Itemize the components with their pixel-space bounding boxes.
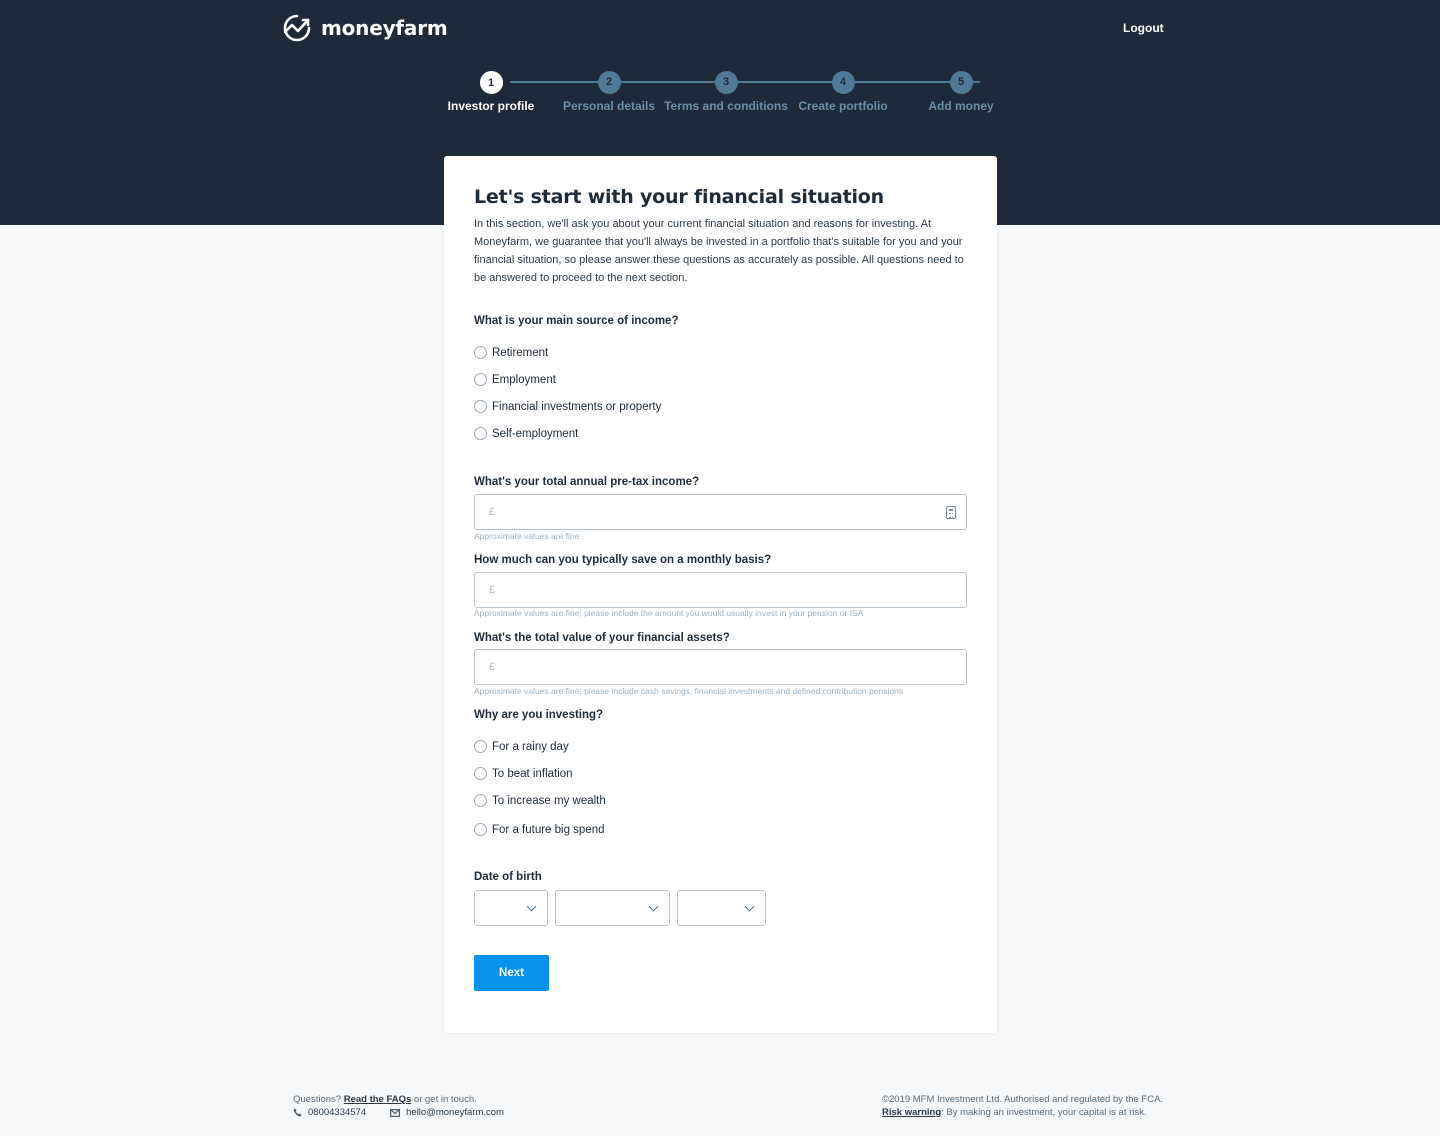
email-address: hello@moneyfarm.com [406, 1107, 504, 1118]
radio-financial-investments[interactable] [474, 400, 661, 413]
radio-circle[interactable] [474, 427, 487, 440]
financial-assets-hint: Approximate values are fine; please include cash savings, financial investments and defined contribution pensions [474, 686, 904, 696]
page-title: Let's start with your financial situation [474, 186, 884, 208]
radio-beat-inflation[interactable] [474, 767, 573, 780]
next-button[interactable]: Next [474, 955, 549, 991]
step-number: 1 [480, 71, 503, 94]
chevron-down-icon [745, 902, 755, 912]
radio-label: To beat inflation [492, 767, 573, 780]
step-label: Create portfolio [798, 99, 888, 113]
phone-icon [293, 1108, 302, 1117]
copyright-text: ©2019 MFM Investment Ltd. Authorised and regulated by the FCA. [882, 1094, 1164, 1105]
radio-label: To increase my wealth [492, 794, 606, 807]
step-number: 5 [950, 71, 973, 94]
radio-label: Financial investments or property [492, 400, 662, 413]
intro-text: In this section, we'll ask you about your current financial situation and reasons for investing. At Moneyfarm, we guarantee that you'll always be invested in a portfolio that's suitable for you and your financial situation, so please answer these questions as accurately as possible. All questions need to be answered to proceed to the next section. [474, 218, 964, 284]
annual-income-hint: Approximate values are fine [474, 531, 580, 541]
brand-logo[interactable] [281, 13, 448, 43]
faq-link[interactable]: Read the FAQs [343, 1094, 412, 1105]
dob-year-select[interactable] [677, 890, 766, 926]
step-label: Investor profile [447, 99, 535, 113]
currency-placeholder: £ [489, 506, 496, 518]
monthly-saving-hint: Approximate values are fine; please include the amount you would usually invest in your pension or ISA [474, 608, 864, 618]
progress-stepper [440, 71, 1020, 121]
email-contact[interactable] [390, 1106, 504, 1119]
step-number: 4 [832, 71, 855, 94]
radio-circle[interactable] [474, 740, 487, 753]
risk-warning-text: : By making an investment, your capital is at risk. [941, 1107, 1147, 1118]
financial-situation-card [444, 156, 997, 1033]
financial-assets-question: What's the total value of your financial assets? [474, 632, 730, 644]
step-label: Personal details [562, 99, 656, 113]
step-number: 2 [598, 71, 621, 94]
step-number: 3 [715, 71, 738, 94]
calculator-icon[interactable] [946, 506, 956, 519]
radio-label: Employment [492, 373, 556, 386]
monthly-saving-input[interactable] [474, 572, 967, 608]
radio-self-employment[interactable] [474, 427, 578, 440]
footer-contact [293, 1093, 504, 1119]
monthly-saving-question: How much can you typically save on a monthly basis? [474, 554, 772, 566]
currency-placeholder: £ [489, 584, 496, 596]
step-label: Add money [928, 99, 994, 113]
footer-legal [882, 1093, 1163, 1119]
radio-circle[interactable] [474, 400, 487, 413]
radio-circle[interactable] [474, 823, 487, 836]
brand-name: moneyfarm [321, 16, 448, 40]
radio-circle[interactable] [474, 373, 487, 386]
dob-day-select[interactable] [474, 890, 548, 926]
radio-retirement[interactable] [474, 346, 548, 359]
dob-month-select[interactable] [555, 890, 670, 926]
footer-questions [293, 1093, 504, 1106]
questions-suffix: or get in touch. [413, 1094, 477, 1105]
radio-circle[interactable] [474, 794, 487, 807]
investing-reason-question: Why are you investing? [474, 709, 604, 721]
phone-contact[interactable] [293, 1106, 366, 1119]
logout-link[interactable]: Logout [1123, 21, 1164, 35]
financial-assets-input[interactable] [474, 649, 967, 685]
radio-rainy-day[interactable] [474, 740, 569, 753]
currency-placeholder: £ [489, 661, 496, 673]
income-source-question: What is your main source of income? [474, 315, 679, 327]
moneyfarm-logo-icon [281, 13, 313, 43]
step-add-money [891, 71, 1031, 113]
dob-label: Date of birth [474, 871, 542, 883]
radio-employment[interactable] [474, 373, 556, 386]
radio-label: For a future big spend [492, 823, 605, 836]
risk-warning [882, 1106, 1163, 1119]
annual-income-question: What's your total annual pre-tax income? [474, 476, 700, 488]
chevron-down-icon [649, 902, 659, 912]
radio-circle[interactable] [474, 767, 487, 780]
chevron-down-icon [527, 902, 537, 912]
annual-income-input[interactable] [474, 494, 967, 530]
radio-increase-wealth[interactable] [474, 794, 606, 807]
phone-number: 08004334574 [308, 1107, 367, 1118]
mail-icon [390, 1109, 400, 1117]
radio-label: Retirement [492, 346, 549, 359]
radio-label: For a rainy day [492, 740, 569, 753]
step-label: Terms and conditions [664, 99, 788, 113]
contact-details [293, 1106, 504, 1119]
radio-future-big-spend[interactable] [474, 823, 605, 836]
questions-prefix: Questions? [293, 1094, 342, 1105]
radio-circle[interactable] [474, 346, 487, 359]
radio-label: Self-employment [492, 427, 579, 440]
risk-warning-link[interactable]: Risk warning [882, 1107, 942, 1118]
